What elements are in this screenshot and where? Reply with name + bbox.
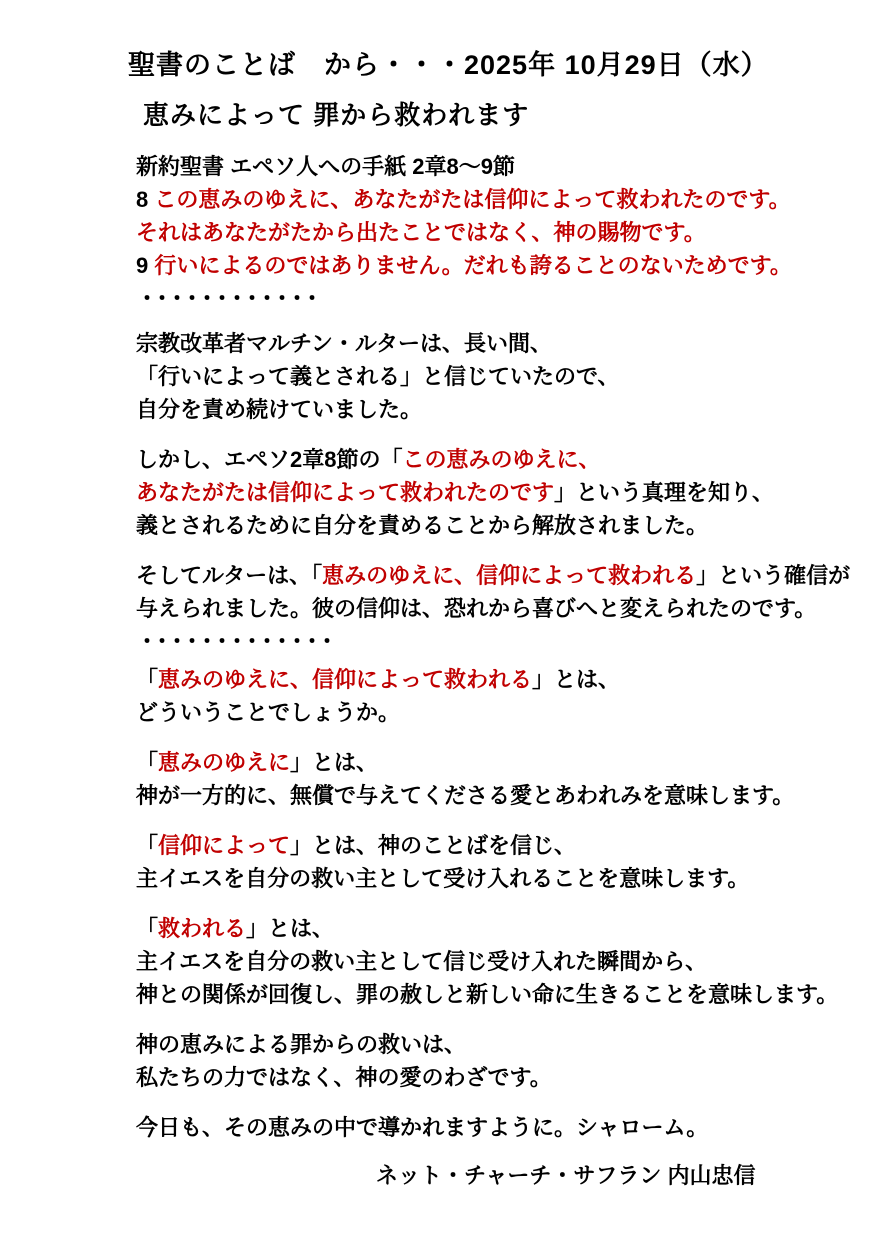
body-text: 主イエスを自分の救い主として受け入れることを意味します。 <box>136 866 750 891</box>
paragraph-conclusion <box>136 1028 844 1094</box>
body-text: 今日も、その恵みの中で導かれますように。シャローム。 <box>136 1115 709 1140</box>
paragraph-luther-conviction <box>136 559 851 658</box>
paragraph-blessing <box>136 1111 844 1144</box>
text-line <box>136 183 844 216</box>
text-line <box>136 509 844 542</box>
paragraph-question <box>136 663 844 729</box>
body-text: 8 <box>136 187 155 212</box>
body-text: 「行いによって義とされる」と信じていたので、 <box>136 364 620 389</box>
body-text: 」という真理を知り、 <box>554 480 775 505</box>
text-line <box>136 978 844 1011</box>
body-text: どういうことでしょうか。 <box>136 700 401 725</box>
paragraph-definition-grace <box>136 746 844 812</box>
text-line <box>136 779 844 812</box>
text-line <box>136 150 844 183</box>
body-text: 」とは、 <box>290 750 379 775</box>
paragraph-luther-intro <box>136 327 844 426</box>
text-line <box>136 476 844 509</box>
body-text: 自分を責め続けていました。 <box>136 397 423 422</box>
body-text: 私たちの力ではなく、神の愛のわざです。 <box>136 1065 552 1090</box>
text-line <box>136 912 844 945</box>
body-text: しかし、エペソ2章8節の「 <box>136 447 403 472</box>
emphasis-text: それはあなたがたから出たことではなく、神の賜物です。 <box>136 220 706 245</box>
page-subtitle: 恵みによって 罪から救われます <box>143 100 530 130</box>
body-text: 神の恵みによる罪からの救いは、 <box>136 1032 467 1057</box>
page-title: 聖書のことば から・・・2025年 10月29日（水） <box>128 50 769 80</box>
emphasis-text: 恵みのゆえに、信仰によって救われる <box>158 667 533 692</box>
text-line <box>136 216 844 249</box>
body-text: 神との関係が回復し、罪の赦しと新しい命に生きることを意味します。 <box>136 982 839 1007</box>
body-text: 与えられました。彼の信仰は、恐れから喜びへと変えられたのです。 <box>136 596 817 621</box>
emphasis-text: あなたがたは信仰によって救われたのです <box>136 480 555 505</box>
text-line <box>136 862 844 895</box>
emphasis-text: 信仰によって <box>158 833 291 858</box>
text-line <box>136 945 844 978</box>
body-text: 「 <box>136 916 159 941</box>
body-text: 」という確信が <box>696 563 851 588</box>
paragraph-luther-truth <box>136 443 844 542</box>
emphasis-text: この恵みのゆえに、あなたがたは信仰によって救われたのです。 <box>154 187 791 212</box>
body-text: 宗教改革者マルチン・ルターは、長い間、 <box>136 331 553 356</box>
emphasis-text: 行いによるのではありません。だれも誇ることのないためです。 <box>154 253 792 278</box>
text-line <box>136 625 844 658</box>
emphasis-text: 救われる <box>158 916 247 941</box>
text-line <box>136 696 844 729</box>
text-line <box>136 592 844 625</box>
body-text: ・・・・・・・・・・・・・ <box>136 629 332 654</box>
body-text: 「 <box>136 667 159 692</box>
body-text: 」とは、 <box>532 667 621 692</box>
text-line <box>136 559 851 592</box>
body-text: 9 <box>136 253 155 278</box>
document-body <box>128 150 851 1144</box>
text-line <box>136 663 844 696</box>
paragraph-definition-faith <box>136 829 844 895</box>
paragraph-definition-saved <box>136 912 844 1011</box>
body-text: そしてルターは、「 <box>136 563 323 588</box>
text-line <box>136 829 844 862</box>
body-text: 「 <box>136 750 159 775</box>
body-text: 義とされるために自分を責めることから解放されました。 <box>136 513 709 538</box>
paragraph-scripture-quote <box>136 150 844 315</box>
text-line <box>136 393 844 426</box>
text-line <box>136 282 844 315</box>
text-line <box>136 1061 844 1094</box>
text-line <box>136 249 844 282</box>
body-text: 」とは、神のことばを信じ、 <box>290 833 577 858</box>
emphasis-text: 恵みのゆえに <box>158 750 291 775</box>
text-line <box>136 746 844 779</box>
body-text: 神が一方的に、無償で与えてくださる愛とあわれみを意味します。 <box>136 783 795 808</box>
text-line <box>136 1111 844 1144</box>
body-text: 新約聖書 エペソ人への手紙 2章8～9節 <box>136 154 515 179</box>
body-text: 「 <box>136 833 159 858</box>
emphasis-text: 恵みのゆえに、信仰によって救われる <box>322 563 697 588</box>
body-text: 」とは、 <box>246 916 335 941</box>
text-line <box>136 1028 844 1061</box>
emphasis-text: この恵みのゆえに、 <box>402 447 601 472</box>
body-text: ・・・・・・・・・・・・ <box>136 286 317 311</box>
text-line <box>136 360 844 393</box>
body-text: 主イエスを自分の救い主として信じ受け入れた瞬間から、 <box>136 949 708 974</box>
signature: ネット・チャーチ・サフラン 内山忠信 <box>376 1163 756 1188</box>
text-line <box>136 327 844 360</box>
text-line <box>136 443 844 476</box>
